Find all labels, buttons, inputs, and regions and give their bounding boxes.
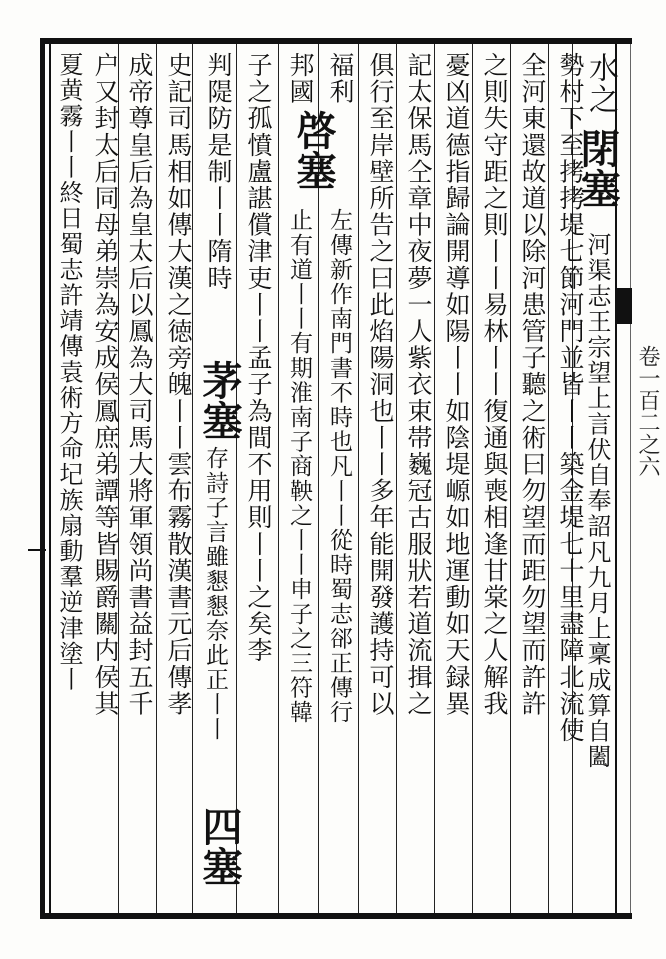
text-column-11: 子之孤憤盧諶償津吏丨丨孟子為間不用則丨丨之矣李 (244, 52, 273, 664)
text-column-13: 史記司馬相如傳大漢之徳旁魄丨丨雲布霧散漢書元后傳孝 (164, 52, 193, 717)
fold-edge-line (630, 44, 631, 913)
text-column-9-top: 福利 (326, 52, 355, 106)
text-column-1-head: 水之 (583, 52, 618, 116)
text-column-7: 記太保馬仝章中夜夢一人紫衣束帯巍冠古服狀若道流揖之 (404, 52, 433, 717)
column-rule (278, 44, 279, 913)
column-rule (236, 44, 237, 913)
text-column-4: 全河東還故道以除河患管子聽之術曰勿望而距勿望而許許 (518, 52, 547, 717)
text-column-15: 户又封太后同母弟崇為安成侯鳳庶弟譚等皆賜爵關内侯其 (91, 52, 120, 717)
margin-tick-mark (28, 549, 46, 551)
heading-bi-sai: 閉塞 (574, 128, 621, 208)
heading-qi-sai: 啓塞 (290, 110, 337, 190)
frame-left-border (40, 38, 45, 919)
text-column-2: 河渠志王宗望上言伏自奉詔凡九月上稟成算自闔 (583, 232, 611, 770)
column-rule (156, 44, 157, 913)
fish-tail-mark (617, 288, 632, 324)
text-column-10: 止有道丨丨有期淮南子商鞅之丨丨申子之三符韓 (286, 208, 312, 725)
text-column-14: 成帝尊皇后為皇太后以鳳為大司馬大將軍領尚書益封五千 (125, 52, 154, 717)
text-column-9: 左傳新作南門書不時也凡丨丨從時蜀志郤正傳行 (326, 208, 352, 725)
heading-si-sai: 四塞 (196, 806, 243, 886)
text-column-6: 憂凶道德指歸論開導如陽丨丨如陰堤㟲如地運動如天録異 (442, 52, 471, 717)
text-column-5: 之則失守距之則丨丨易林丨丨復通與喪相逢甘棠之人解我 (480, 52, 509, 717)
column-rule (358, 44, 359, 913)
frame-bottom-border (40, 913, 632, 919)
text-column-16-hidden: 夏黄霧丨丨終日蜀志許靖傳袁術方命圮族扇動羣逆津塗丨 (55, 52, 83, 692)
fold-edge-label: 卷一百二之六 (635, 345, 660, 477)
text-column-12: 存詩子言雖懇懇奈此正丨丨 (202, 446, 228, 742)
text-column-12-top: 判隄防是制丨丨隋時 (204, 52, 233, 292)
text-column-3: 勢村下至拷拷堤七節河門並皆丨丨築金堤七十里盡障北流使 (556, 52, 585, 744)
heading-mao-sai: 茅塞 (196, 360, 243, 440)
frame-top-border (40, 38, 632, 44)
text-column-10-top: 邦國 (286, 52, 315, 106)
text-column-8: 俱行至岸壁所告之曰此焰陽洞也丨丨多年能開發護持可以 (366, 52, 395, 717)
frame-inner-left-border (49, 44, 51, 913)
